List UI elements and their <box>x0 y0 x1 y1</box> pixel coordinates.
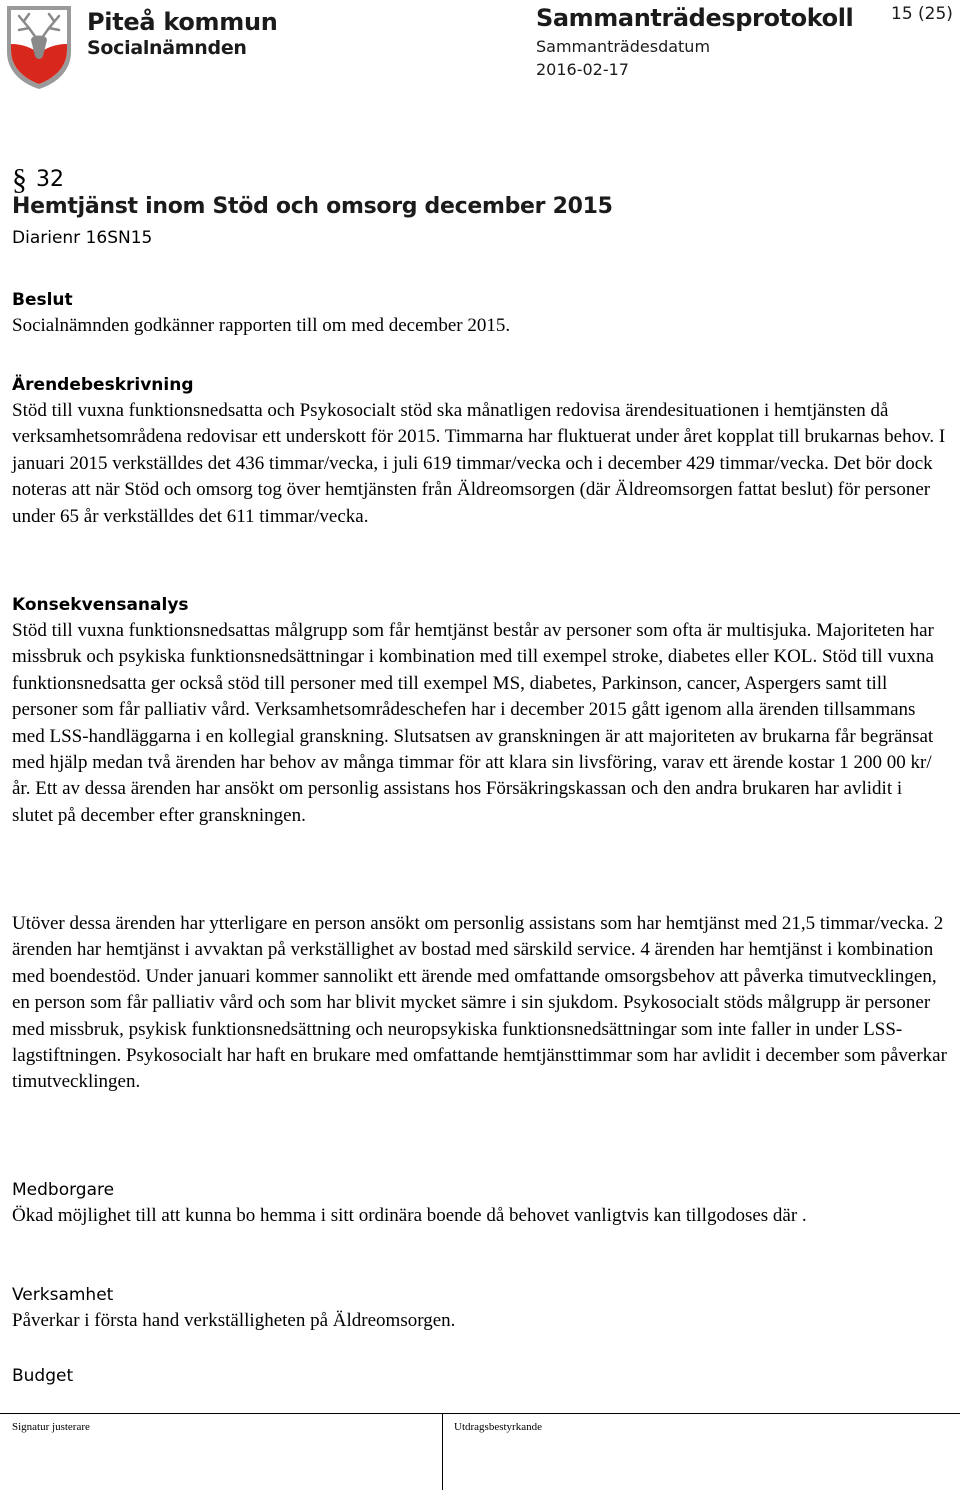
section-verksamhet <box>12 1283 947 1334</box>
section-beslut <box>12 288 947 339</box>
section-text: Socialnämnden godkänner rapporten till om med december 2015. <box>12 315 511 336</box>
footer-column-divider <box>442 1413 443 1490</box>
department-name: Socialnämnden <box>87 37 247 59</box>
diary-number: Diarienr 16SN15 <box>12 228 153 248</box>
section-heading: Budget <box>12 1366 74 1386</box>
section-heading: Medborgare <box>12 1180 115 1200</box>
section-arendebeskrivning <box>12 373 947 530</box>
section-text: Stöd till vuxna funktionsnedsattas målgrupp som får hemtjänst består av personer som ofta är multisjuka. Majoriteten har missbruk och psykiska funktionsnedsättningar i kombination med till exempel stroke, diabetes eller KOL. Stöd till vuxna funktionsnedsatta ger också stöd till personer med till exempel MS, diabetes, Parkinson, cancer, Aspergers samt till personer som får palliativ vård. Verksamhetsområdeschefen har i december 2015 gått igenom alla ärenden tillsammans med LSS-handläggarna i en kollegial granskning. Slutsatsen av granskningen är att majoriteten av brukarna får begränsat med hjälp medan två ärenden har behov av många timmar för att klara sin livsföring, varav ett ärende kostar 1 200 00 kr/år. Ett av dessa ärenden har ansökt om personlig assistans hos Försäkringskassan och den andra brukaren har avlidit i slutet på december efter granskningen. <box>12 620 934 826</box>
section-konsekvensanalys-continued <box>12 911 947 1096</box>
meeting-date-label: Sammanträdesdatum <box>536 37 711 56</box>
item-title: Hemtjänst inom Stöd och omsorg december 2015 <box>12 194 613 219</box>
section-text: Utöver dessa ärenden har ytterligare en person ansökt om personlig assistans som har hemtjänst med 21,5 timmar/vecka. 2 ärenden har hemtjänst i avvaktan på verkställighet av bostad med särskild service. 4 ärenden har hemtjänst i kombination med boendestöd. Under januari kommer sannolikt ett ärende med omfattande omsorgsbehov att påverka timutvecklingen, en person som får palliativ vård och som har blivit mycket sämre i sin sjukdom. Psykosocialt stöds målgrupp är personer med missbruk, psykisk funktionsnedsättning och neuropsykiska funktionsnedsättningar som inte faller in under LSS-lagstiftningen. Psykosocialt har haft en brukare med omfattande hemtjänsttimmar som har avlidit i december som påverkar timutvecklingen. <box>12 913 947 1093</box>
section-medborgare <box>12 1178 947 1229</box>
footer-divider-line <box>0 1413 960 1414</box>
section-sign-icon: § <box>12 163 27 196</box>
meeting-date: 2016-02-17 <box>536 60 629 79</box>
document-title: Sammanträdesprotokoll <box>536 4 854 32</box>
paragraph-number <box>12 160 64 194</box>
extract-certification-label: Utdragsbestyrkande <box>454 1421 542 1433</box>
page-number: 15 (25) <box>891 4 953 24</box>
section-konsekvensanalys <box>12 593 947 829</box>
section-heading: Verksamhet <box>12 1285 114 1305</box>
section-text: Stöd till vuxna funktionsnedsatta och Psykosocialt stöd ska månatligen redovisa ärendesituationen i hemtjänsten då verksamhetsområdena redovisar ett underskott för 2015. Timmarna har fluktuerat under året kopplat till brukarnas behov. I januari 2015 verkställdes det 436 timmar/vecka, i juli 619 timmar/vecka och i december 429 timmar/vecka. Det bör dock noteras att när Stöd och omsorg tog över hemtjänsten från Äldreomsorgen (där Äldreomsorgen fattat beslut) för personer under 65 år verkställdes det 611 timmar/vecka. <box>12 400 946 527</box>
pitea-coat-of-arms-logo <box>5 4 73 90</box>
organization-name: Piteå kommun <box>87 8 278 36</box>
section-budget <box>12 1364 947 1389</box>
section-text: Påverkar i första hand verkställigheten på Äldreomsorgen. <box>12 1310 456 1331</box>
section-heading: Konsekvensanalys <box>12 595 189 615</box>
section-heading: Beslut <box>12 290 73 310</box>
section-heading: Ärendebeskrivning <box>12 375 194 395</box>
section-text: Ökad möjlighet till att kunna bo hemma i sitt ordinära boende då behovet vanligtvis kan tillgodoses där . <box>12 1205 807 1226</box>
signature-label: Signatur justerare <box>12 1421 90 1433</box>
paragraph-number-value: 32 <box>36 167 64 192</box>
